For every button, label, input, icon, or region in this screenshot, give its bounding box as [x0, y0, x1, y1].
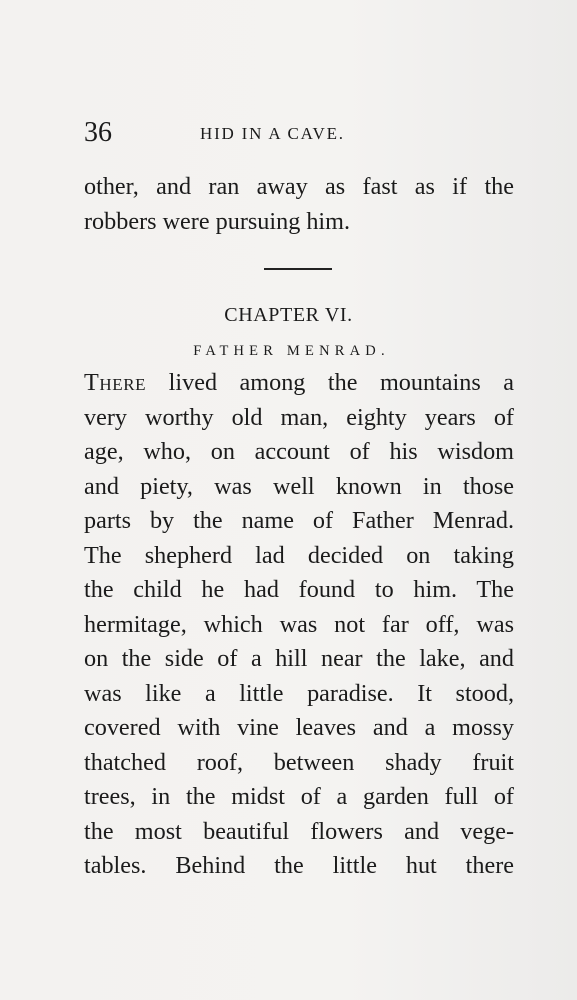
page-number: 36 [84, 117, 112, 148]
text-line: The shepherd lad decided on taking [84, 541, 514, 569]
chapter-paragraph [84, 366, 514, 884]
chapter-subtitle: FATHER MENRAD. [193, 343, 390, 359]
chapter-heading: CHAPTER VI. [224, 304, 353, 326]
page-header [84, 116, 514, 150]
section-divider [264, 268, 332, 270]
text-line: robbers were pursuing him. [84, 207, 351, 235]
text-line: age, who, on account of his wisdom [84, 438, 514, 465]
text-line: other, and ran away as fast as if the [84, 173, 514, 200]
text-line: and piety, was well known in those [84, 472, 514, 500]
text-line: tables. Behind the little hut there [84, 852, 514, 879]
text-line-first [84, 366, 514, 401]
text-line: the most beautiful flowers and vege- [84, 817, 514, 845]
first-line-rest: lived among the mountains a [146, 369, 514, 396]
text-line: parts by the name of Father Menrad. [84, 507, 514, 534]
running-title: HID IN A CAVE. [200, 124, 345, 143]
text-line: covered with vine leaves and a mossy [84, 714, 514, 741]
text-line: thatched roof, between shady fruit [84, 748, 514, 776]
paragraph-continuation [84, 170, 514, 239]
opening-word: There [84, 369, 147, 396]
text-line: very worthy old man, eighty years of [84, 403, 514, 431]
text-line: trees, in the midst of a garden full of [84, 783, 514, 810]
text-line: on the side of a hill near the lake, and [84, 645, 514, 672]
text-line: the child he had found to him. The [84, 576, 514, 603]
text-line: hermitage, which was not far off, was [84, 610, 514, 638]
text-line: was like a little paradise. It stood, [84, 679, 514, 707]
